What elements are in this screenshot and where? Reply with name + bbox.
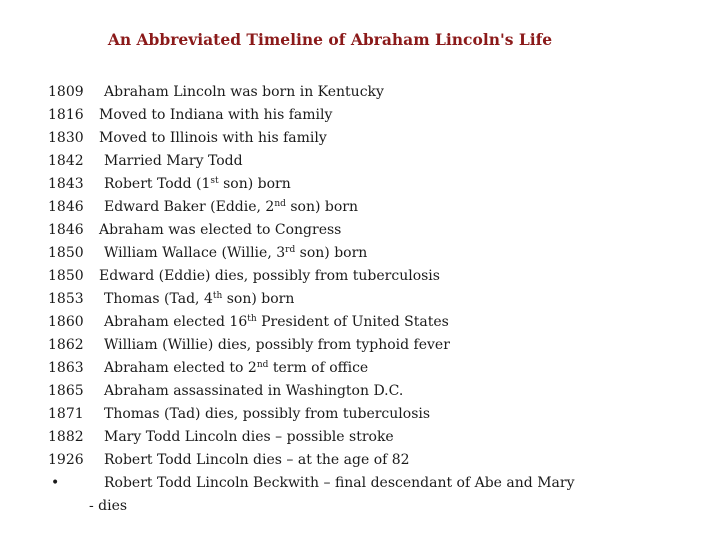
timeline-year: 1830 <box>48 130 84 146</box>
timeline-row <box>48 288 688 311</box>
timeline-event: William (Willie) dies, possibly from typhoid fever <box>104 337 450 353</box>
timeline-event: Robert Todd Lincoln Beckwith – final descendant of Abe and Mary <box>104 475 575 491</box>
event-text: son) born <box>285 199 358 215</box>
timeline-row <box>48 127 688 150</box>
timeline-year: 1871 <box>48 406 84 422</box>
timeline-event: Abraham assassinated in Washington D.C. <box>104 383 404 399</box>
timeline-event: Thomas (Tad) dies, possibly from tuberculosis <box>104 406 431 422</box>
timeline-year: 1853 <box>48 291 84 307</box>
event-text: Edward Baker (Eddie, 2 <box>104 199 275 215</box>
timeline-event: Moved to Indiana with his family <box>99 107 333 123</box>
timeline-year: 1863 <box>48 360 84 376</box>
timeline-row <box>48 265 688 288</box>
ordinal-suffix: rd <box>285 245 296 255</box>
ordinal-suffix: nd <box>274 199 286 209</box>
timeline-event: Mary Todd Lincoln dies – possible stroke <box>104 429 394 445</box>
timeline-event: Edward (Eddie) dies, possibly from tuberculosis <box>99 268 440 284</box>
timeline-row <box>48 81 688 104</box>
timeline-event <box>104 357 368 380</box>
timeline-event <box>104 288 294 311</box>
timeline-year: 1860 <box>48 314 84 330</box>
ordinal-suffix: th <box>212 291 223 301</box>
timeline-event: Moved to Illinois with his family <box>99 130 327 146</box>
bullet-icon: • <box>51 475 60 491</box>
event-text: Thomas (Tad, 4 <box>104 291 213 307</box>
event-text: President of United States <box>256 314 449 330</box>
timeline-row <box>48 311 688 334</box>
timeline-year: 1865 <box>48 383 84 399</box>
timeline-event: Married Mary Todd <box>104 153 243 169</box>
timeline-event <box>104 196 358 219</box>
timeline-year: 1850 <box>48 245 84 261</box>
timeline-year: 1816 <box>48 107 84 123</box>
event-text: term of office <box>268 360 369 376</box>
timeline-year: 1882 <box>48 429 84 445</box>
page-title: An Abbreviated Timeline of Abraham Lincoln's Life <box>107 30 553 49</box>
timeline-row <box>48 104 688 127</box>
timeline-row <box>48 334 688 357</box>
timeline-bullet-row <box>48 472 688 495</box>
timeline-year: 1926 <box>48 452 84 468</box>
timeline-event: Abraham was elected to Congress <box>99 222 342 238</box>
event-text: Abraham elected 16 <box>104 314 248 330</box>
timeline-row <box>48 173 688 196</box>
ordinal-suffix: th <box>247 314 257 324</box>
timeline-event <box>104 173 291 196</box>
timeline-row <box>48 426 688 449</box>
timeline-row <box>48 449 688 472</box>
timeline-year: 1843 <box>48 176 84 192</box>
timeline-year: 1809 <box>48 84 84 100</box>
timeline-row <box>48 219 688 242</box>
event-text: son) born <box>295 245 368 261</box>
ordinal-suffix: st <box>210 176 219 186</box>
timeline-year: 1842 <box>48 153 84 169</box>
timeline-year: 1862 <box>48 337 84 353</box>
ordinal-suffix: nd <box>256 360 269 370</box>
event-text: Abraham elected to 2 <box>104 360 257 376</box>
timeline-row <box>48 380 688 403</box>
timeline-year: 1850 <box>48 268 84 284</box>
timeline-year: 1846 <box>48 222 84 238</box>
event-text: William Wallace (Willie, 3 <box>104 245 286 261</box>
timeline-list <box>48 81 688 495</box>
event-text: Robert Todd (1 <box>104 176 211 192</box>
timeline-event <box>104 242 367 265</box>
timeline-row <box>48 150 688 173</box>
timeline-event: Robert Todd Lincoln dies – at the age of 82 <box>104 452 410 468</box>
timeline-event: Abraham Lincoln was born in Kentucky <box>104 84 384 100</box>
timeline-row <box>48 403 688 426</box>
timeline-event <box>104 311 449 334</box>
timeline-row <box>48 357 688 380</box>
timeline-year: 1846 <box>48 199 84 215</box>
timeline-event-continuation: - dies <box>89 498 128 514</box>
event-text: son) born <box>222 291 295 307</box>
timeline-row <box>48 196 688 219</box>
timeline-row <box>48 242 688 265</box>
event-text: son) born <box>218 176 291 192</box>
